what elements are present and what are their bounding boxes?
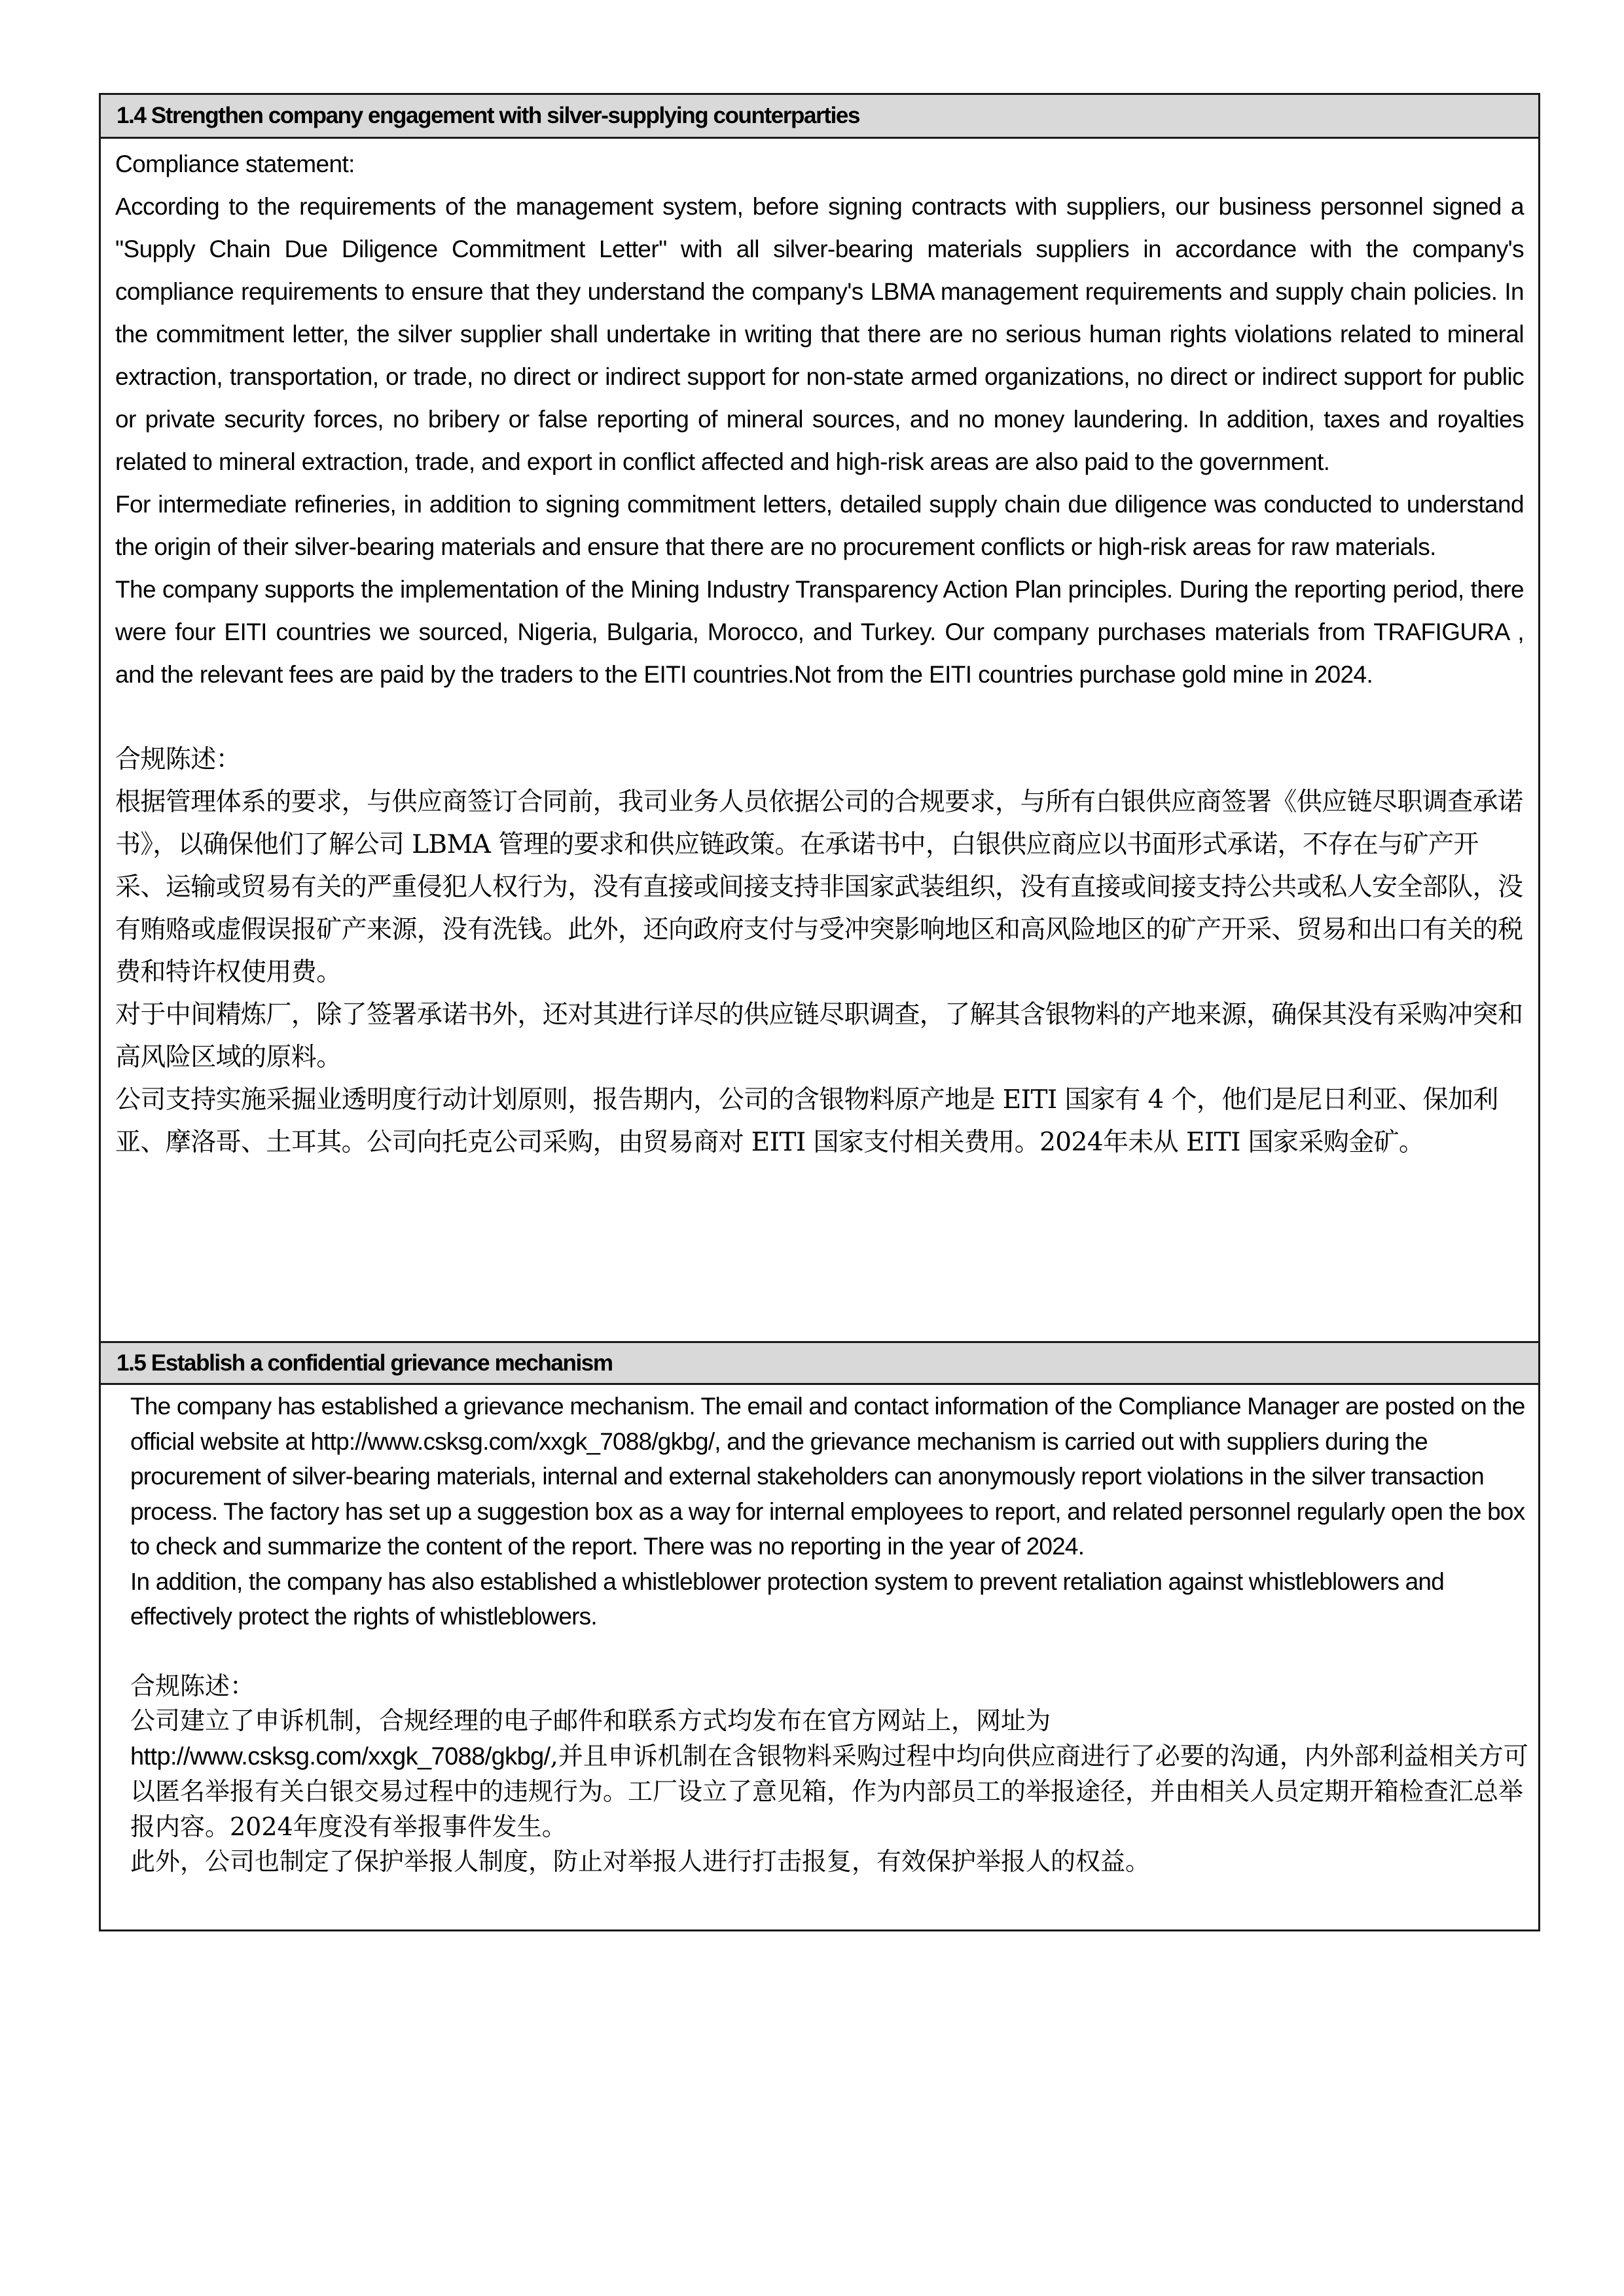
english-paragraph: For intermediate refineries, in addition to signing commitment letters, detailed supply chain due diligence was conducted to understand the origin of their silver-bearing materials and ensure that there are no procurement conflicts or high-risk areas for raw materials. bbox=[115, 491, 1524, 560]
chinese-line: ,并且申诉机制在含银物料采购过程中均向供应商进行了必要的沟通，内外部利益相关方可以匿名举报有关白银交易过程中的违规行为。工厂设立了意见箱，作为内部员工的举报途径，并由相关人员定期开箱检查汇总举报内容。2024年度没有举报事件发生。 bbox=[130, 1741, 1528, 1841]
section-1-5-body bbox=[101, 1385, 1538, 1929]
chinese-paragraph: 根据管理体系的要求，与供应商签订合同前，我司业务人员依据公司的合规要求，与所有白银供应商签署《供应链尽职调查承诺书》，以确保他们了解公司 LBMA 管理的要求和供应链政策。在承诺书中，白银供应商应以书面形式承诺，不存在与矿产开采、运输或贸易有关的严重侵犯人权行为，没有直接或间接支持非国家武装组织，没有直接或间接支持公共或私人安全部队，没有贿赂或虚假误报矿产来源，没有洗钱。此外，还向政府支付与受冲突影响地区和高风险地区的矿产开采、贸易和出口有关的税费和特许权使用费。 bbox=[115, 787, 1523, 987]
website-link[interactable]: http://www.csksg.com/xxgk_7088/gkbg/ bbox=[130, 1742, 550, 1770]
chinese-paragraph bbox=[130, 1704, 1536, 1844]
compliance-statement-label: Compliance statement: bbox=[115, 151, 355, 177]
paragraph-spacer bbox=[130, 1634, 1536, 1669]
chinese-statement-label: 合规陈述： bbox=[130, 1671, 255, 1700]
chinese-paragraph: 公司支持实施采掘业透明度行动计划原则，报告期内，公司的含银物料原产地是 EITI 国家有 4 个，他们是尼日利亚、保加利亚、摩洛哥、土耳其。公司向托克公司采购，由贸易商对 EITI 国家支付相关费用。2024年未从 EITI 国家采购金矿。 bbox=[115, 1085, 1498, 1157]
section-1-4-title: 1.4 Strengthen company engagement with silver-supplying counterparties bbox=[117, 103, 860, 128]
section-1-5-header bbox=[101, 1341, 1538, 1385]
section-1-5-title: 1.5 Establish a confidential grievance mechanism bbox=[117, 1350, 613, 1376]
chinese-paragraph: 此外，公司也制定了保护举报人制度，防止对举报人进行打击报复，有效保护举报人的权益。 bbox=[130, 1847, 1151, 1876]
english-paragraph: The company supports the implementation of the Mining Industry Transparency Action Plan principles. During the reporting period, there were four EITI countries we sourced, Nigeria, Bulgaria, Morocco, and Turkey. Our company purchases materials from TRAFIGURA , and the relevant fees are paid by the traders to the EITI countries.Not from the EITI countries purchase gold mine in 2024. bbox=[115, 576, 1524, 688]
english-paragraph: In addition, the company has also established a whistleblower protection system to prevent retaliation against whistleblowers and effectively protect the rights of whistleblowers. bbox=[130, 1568, 1444, 1630]
chinese-statement-label: 合规陈述： bbox=[115, 745, 242, 774]
chinese-line: 公司建立了申诉机制，合规经理的电子邮件和联系方式均发布在官方网站上，网址为 bbox=[130, 1706, 1051, 1735]
section-1-4-body bbox=[101, 139, 1538, 1341]
chinese-paragraph: 对于中间精炼厂，除了签署承诺书外，还对其进行详尽的供应链尽职调查，了解其含银物料的产地来源，确保其没有采购冲突和高风险区域的原料。 bbox=[115, 1000, 1523, 1072]
english-paragraph: The company has established a grievance mechanism. The email and contact information of the Compliance Manager are posted on the official website at http://www.csksg.com/xxgk_7088/gkbg/, and the grievance mechanism is carried out with suppliers during the procurement of silver-bearing materials, internal and external stakeholders can anonymously report violations in the silver transaction process. The factory has set up a suggestion box as a way for internal employees to report, and related personnel regularly open the box to check and summarize the content of the report. There was no reporting in the year of 2024. bbox=[130, 1393, 1525, 1560]
paragraph-spacer bbox=[115, 696, 1524, 738]
compliance-table bbox=[99, 93, 1540, 1931]
section-1-4-header bbox=[101, 95, 1538, 139]
english-paragraph: According to the requirements of the management system, before signing contracts with suppliers, our business personnel signed a "Supply Chain Due Diligence Commitment Letter" with all silver-bearing materials suppliers in accordance with the company's compliance requirements to ensure that they understand the company's LBMA management requirements and supply chain policies. In the commitment letter, the silver supplier shall undertake in writing that there are no serious human rights violations related to mineral extraction, transportation, or trade, no direct or indirect support for non-state armed organizations, no direct or indirect support for public or private security forces, no bribery or false reporting of mineral sources, and no money laundering. In addition, taxes and royalties related to mineral extraction, trade, and export in conflict affected and high-risk areas are also paid to the government. bbox=[115, 193, 1524, 475]
